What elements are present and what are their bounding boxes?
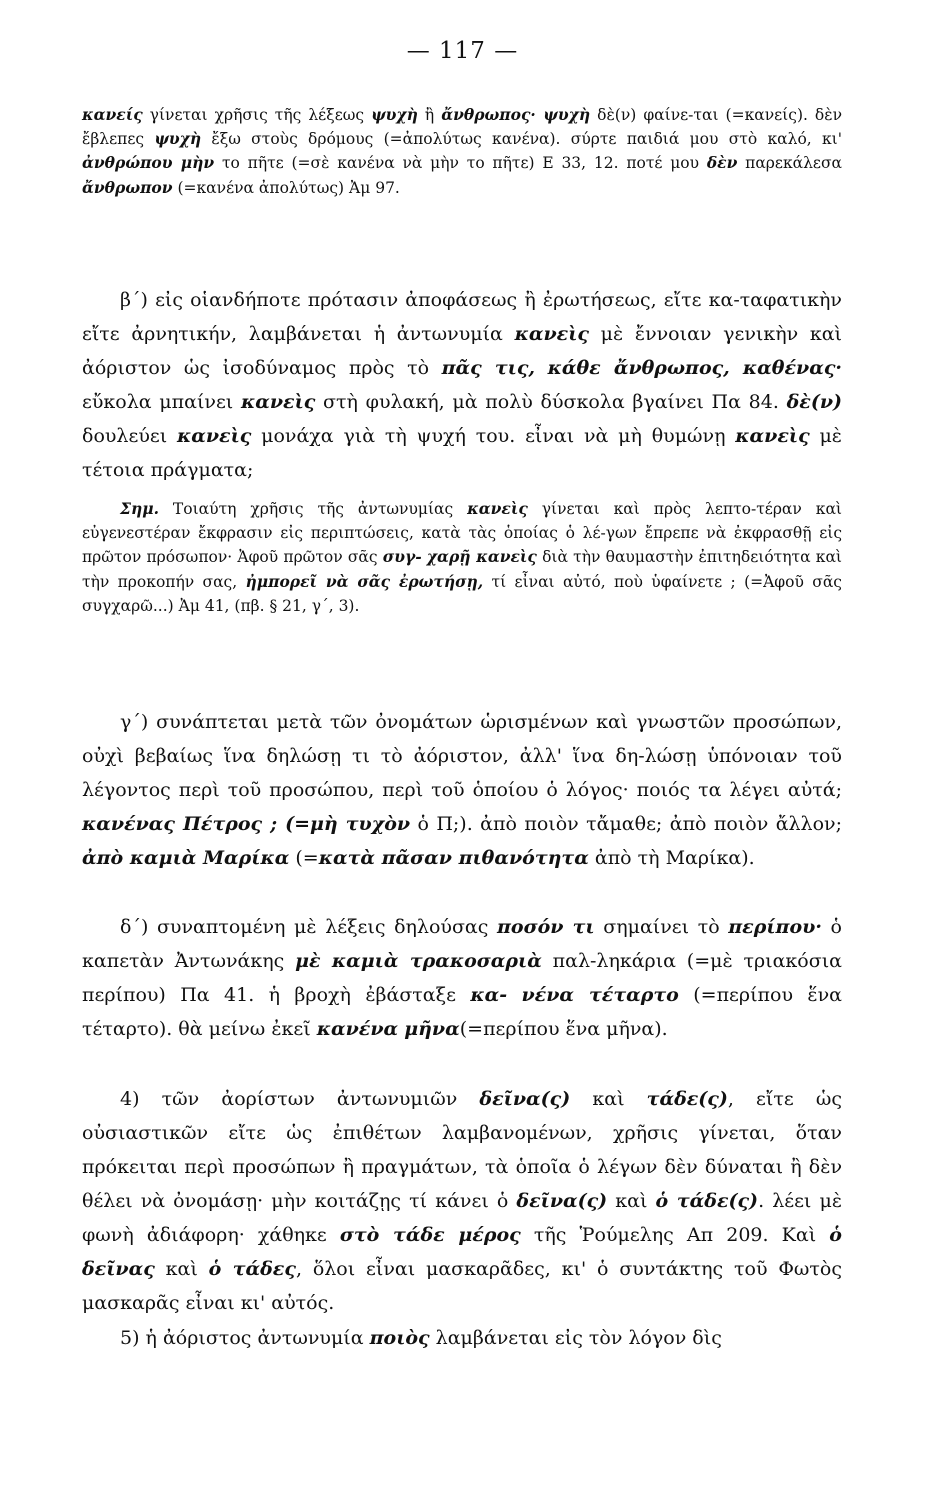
paragraph-kaneis-psyche (82, 103, 842, 200)
paragraph-text: β΄) εἰς οἱανδήποτε πρότασιν ἀποφάσεως ἢ ἐρωτήσεως, εἴτε κα-ταφατικὴν εἴτε ἀρνητικήν, λαμβάνεται ἡ ἀντωνυμία κανεὶς μὲ ἔννοιαν γενικὴν καὶ ἀόριστον ὡς ἰσοδύναμος πρὸς τὸ πᾶς τις, κάθε ἄνθρωπος, καθένας· εὔκολα μπαίνει κανεὶς στὴ φυλακή, μὰ πολὺ δύσκολα βγαίνει Πα 84. δὲ(ν) δουλεύει κανεὶς μονάχα γιὰ τὴ ψυχή του. εἶναι νὰ μὴ θυμώνῃ κανεὶς μὲ τέτοια πράγματα; (82, 289, 843, 481)
paragraph-delta (82, 910, 842, 1046)
paragraph-note (82, 497, 842, 618)
paragraph-gamma (82, 705, 842, 875)
page-number: — 117 — (406, 38, 519, 64)
paragraph-text: 5) ἡ ἀόριστος ἀντωνυμία ποιὸς λαμβάνεται εἰς τὸν λόγον δὶς (120, 1327, 722, 1349)
paragraph-section-4 (82, 1082, 842, 1320)
paragraph-text: δ΄) συναπτομένη μὲ λέξεις δηλούσας ποσόν τι σημαίνει τὸ περίπου· ὁ καπετὰν Ἀντωνάκης μὲ καμιὰ τρακοσαριὰ παλ-ληκάρια (=μὲ τριακόσια περίπου) Πα 41. ἡ βροχὴ ἐβάσταξε κα- νένα τέταρτο (=περίπου ἕνα τέταρτο). θὰ μείνω ἐκεῖ κανένα μῆνα(=περίπου ἕνα μῆνα). (82, 916, 842, 1040)
paragraph-text: 4) τῶν ἀορίστων ἀντωνυμιῶν δεῖνα(ς) καὶ τάδε(ς), εἴτε ὡς οὐσιαστικῶν εἴτε ὡς ἐπιθέτων λαμβανομένων, χρῆσις γίνεται, ὅταν πρόκειται περὶ προσώπων ἢ πραγμάτων, τὰ ὁποῖα ὁ λέγων δὲν δύναται ἢ δὲν θέλει νὰ ὀνομάσῃ· μὴν κοιτάζῃς τί κάνει ὁ δεῖνα(ς) καὶ ὁ τάδε(ς). λέει μὲ φωνὴ ἀδιάφορη· χάθηκε στὸ τάδε μέρος τῆς Ῥούμελης Απ 209. Καὶ ὁ δεῖνας καὶ ὁ τάδες, ὅλοι εἶναι μασκαρᾶδες, κι' ὁ συντάκτης τοῦ Φωτὸς μασκαρᾶς εἶναι κι' αὐτός. (82, 1088, 843, 1314)
paragraph-beta (82, 283, 842, 487)
paragraph-text: γ΄) συνάπτεται μετὰ τῶν ὀνομάτων ὡρισμένων καὶ γνωστῶν προσώπων, οὐχὶ βεβαίως ἵνα δηλώσῃ τι τὸ ἀόριστον, ἀλλ' ἵνα δη-λώσῃ ὑπόνοιαν τοῦ λέγοντος περὶ τοῦ προσώπου, περὶ τοῦ ὁποίου ὁ λόγος· ποιός τα λέγει αὐτά; κανένας Πέτρος ; (=μὴ τυχὸν ὁ Π;). ἀπὸ ποιὸν τἄμαθε; ἀπὸ ποιὸν ἄλλον; ἀπὸ καμιὰ Μαρίκα (=κατὰ πᾶσαν πιθανότητα ἀπὸ τὴ Μαρίκα). (82, 711, 842, 869)
paragraph-text: Σημ. Τοιαύτη χρῆσις τῆς ἀντωνυμίας κανεὶς γίνεται καὶ πρὸς λεπτο-τέραν καὶ εὐγενεστέραν ἔκφρασιν εἰς περιπτώσεις, κατὰ τὰς ὁποίας ὁ λέ-γων ἔπρεπε νὰ ἐκφρασθῇ εἰς πρῶτον πρόσωπον· Ἀφοῦ πρῶτον σᾶς συγ- χαρῇ κανεὶς διὰ τὴν θαυμαστὴν ἐπιτηδειότητα καὶ τὴν προκοπήν σας, ἠμπορεῖ νὰ σᾶς ἐρωτήσῃ, τί εἶναι αὐτό, ποὺ ὑφαίνετε ; (=Ἀφοῦ σᾶς συγχαρῶ...) Ἀμ 41, (πβ. § 21, γ΄, 3). (82, 499, 842, 615)
paragraph-text: κανείς γίνεται χρῆσις τῆς λέξεως ψυχὴ ἢ ἄνθρωπος· ψυχὴ δὲ(ν) φαίνε-ται (=κανείς). δὲν ἔβλεπες ψυχὴ ἔξω στοὺς δρόμους (=ἀπολύτως κανένα). σύρτε παιδιά μου στὸ καλό, κι' ἀνθρώπου μὴν το πῆτε (=σὲ κανένα νὰ μὴν το πῆτε) Ε 33, 12. ποτέ μου δὲν παρεκάλεσα ἄνθρωπον (=κανένα ἀπολύτως) Ἀμ 97. (82, 105, 843, 197)
paragraph-section-5 (82, 1321, 842, 1355)
